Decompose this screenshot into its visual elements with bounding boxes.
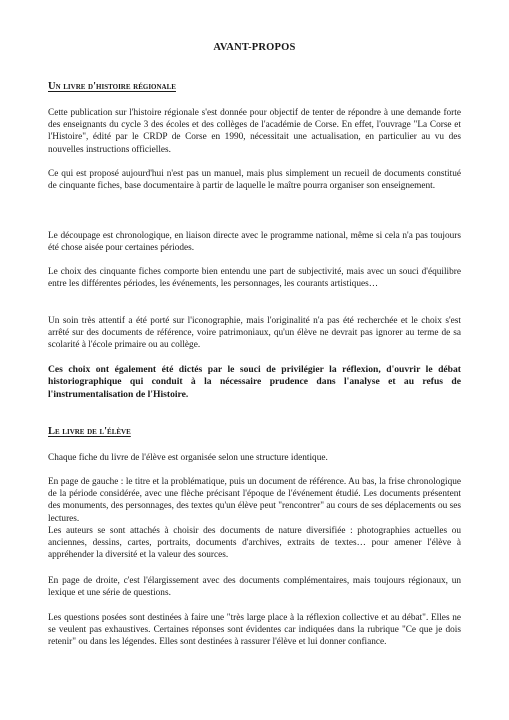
paragraph xyxy=(48,452,461,464)
paragraph xyxy=(48,315,461,352)
section-heading-histoire-regionale: Un livre d'histoire régionale xyxy=(48,81,176,92)
section-heading-livre-eleve: Le livre de l'élève xyxy=(48,426,131,437)
paragraph-text: Le choix des cinquante fiches comporte bien entendu une part de subjectivité, mais avec un souci d'équilibre entre les différentes périodes, les événements, les personnages, les courants artistiques… xyxy=(48,267,461,290)
paragraph-text: En page de droite, c'est l'élargissement avec des documents complémentaires, mais toujours régionaux, un lexique et une série de questions. xyxy=(48,576,461,599)
paragraph-text: Ces choix ont également été dictés par le souci de privilégier la réflexion, d'ouvrir le débat historiographique qui conduit à la nécessaire prudence dans l'analyse et au refus de l'instrumentalisation de l'Histoire. xyxy=(48,364,461,400)
paragraph xyxy=(48,230,461,254)
paragraph-text: Les auteurs se sont attachés à choisir des documents de nature diversifiée : photographies actuelles ou anciennes, dessins, cartes, portraits, documents d'archives, extraits de textes… pour amener l'élève à appréhender la diversité et la valeur des sources. xyxy=(48,526,461,561)
paragraph xyxy=(48,266,461,290)
paragraph xyxy=(48,525,461,562)
paragraph xyxy=(48,476,461,525)
page-title: AVANT-PROPOS xyxy=(213,42,296,53)
paragraph-text: Cette publication sur l'histoire régionale s'est donnée pour objectif de tenter de répondre à une demande forte des enseignants du cycle 3 des écoles et des collèges de l'académie de Corse. En effet, l'ouvrage "La Corse et l'Histoire", édité par le CRDP de Corse en 1990, nécessitait une actualisation, en particulier au vu des nouvelles instructions officielles. xyxy=(48,108,461,155)
paragraph xyxy=(48,168,461,192)
paragraph-text: Ce qui est proposé aujourd'hui n'est pas un manuel, mais plus simplement un recueil de documents constitué de cinquante fiches, base documentaire à partir de laquelle le maître pourra organiser son enseignement. xyxy=(48,169,461,192)
paragraph xyxy=(48,107,461,156)
paragraph-text: Chaque fiche du livre de l'élève est organisée selon une structure identique. xyxy=(48,453,328,463)
paragraph xyxy=(48,612,461,649)
paragraph-text: Le découpage est chronologique, en liaison directe avec le programme national, même si cela n'a pas toujours été chose aisée pour certaines périodes. xyxy=(48,231,461,254)
paragraph-text: Les questions posées sont destinées à faire une "très large place à la réflexion collective et au débat". Elles ne se veulent pas exhaustives. Certaines réponses sont évidentes car indiquées dans la rubrique "Ce que je dois retenir" ou dans les légendes. Elles sont destinées à rassurer l'élève et lui donner confiance. xyxy=(48,613,461,648)
paragraph-text: Un soin très attentif a été porté sur l'iconographie, mais l'originalité n'a pas été recherchée et le choix s'est arrêté sur des documents de référence, voire patrimoniaux, qu'un élève ne devrait pas ignorer au terme de sa scolarité à l'école primaire ou au collège. xyxy=(48,316,461,351)
paragraph-emphasis xyxy=(48,364,461,401)
paragraph xyxy=(48,575,461,599)
paragraph-text: En page de gauche : le titre et la problématique, puis un document de référence. Au bas, la frise chronologique de la période considérée, avec une flèche précisant l'époque de l'événement étudié. Les documents présentent des monuments, des personnages, des textes qu'un élève peut "rencontrer" au cours de ses déplacements ou ses lectures. xyxy=(48,477,461,524)
